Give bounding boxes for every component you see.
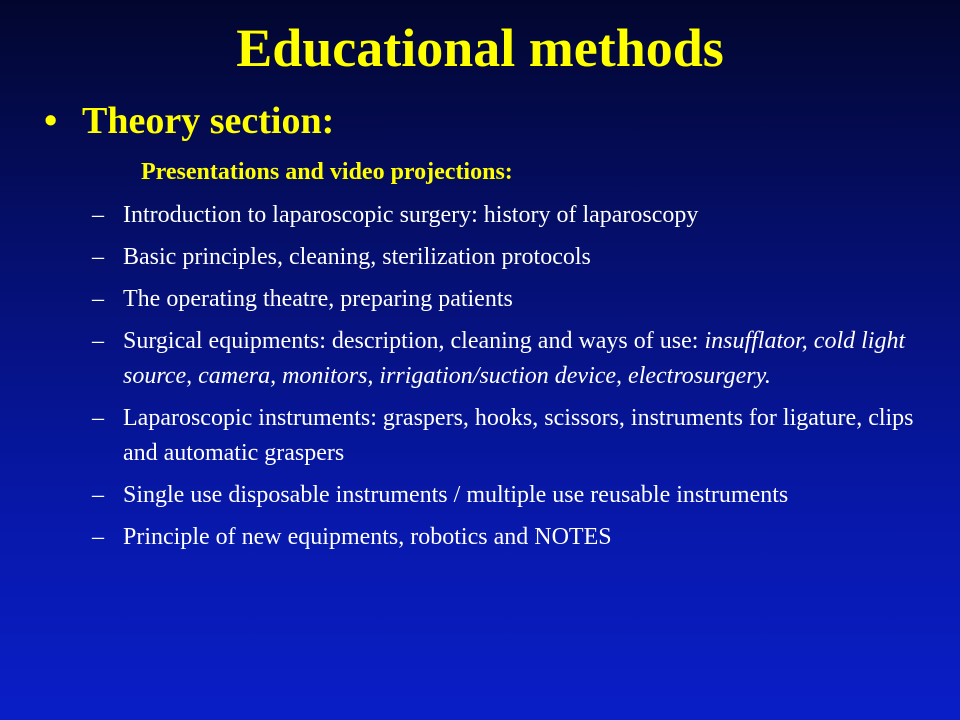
dash-icon: –: [92, 328, 104, 354]
topic-list: [92, 198, 922, 562]
list-item: [92, 198, 922, 233]
subheading: Presentations and video projections:: [141, 159, 513, 185]
list-item-text: Laparoscopic instruments: graspers, hooks, scissors, instruments for ligature, clips and automatic graspers: [123, 405, 914, 466]
dash-icon: –: [92, 286, 104, 312]
list-item: [92, 324, 922, 394]
list-item-text: Single use disposable instruments / multiple use reusable instruments: [123, 482, 789, 508]
list-item-text: Introduction to laparoscopic surgery: history of laparoscopy: [123, 202, 699, 228]
list-item: [92, 520, 922, 555]
list-item: [92, 401, 922, 471]
section-heading-row: [44, 98, 334, 144]
list-item: [92, 240, 922, 275]
list-item-text: Basic principles, cleaning, sterilization protocols: [123, 244, 591, 270]
slide-title: Educational methods: [236, 18, 724, 78]
list-item: [92, 478, 922, 513]
dash-icon: –: [92, 482, 104, 508]
dash-icon: –: [92, 244, 104, 270]
dash-icon: –: [92, 405, 104, 431]
list-item-text: Surgical equipments: description, cleaning and ways of use:: [123, 328, 699, 354]
list-item: [92, 282, 922, 317]
dash-icon: –: [92, 524, 104, 550]
bullet-icon: •: [44, 100, 58, 142]
list-item-text: The operating theatre, preparing patients: [123, 286, 513, 312]
section-heading: Theory section:: [82, 100, 335, 142]
list-item-italic-text: insufflator, cold light source, camera, monitors, irrigation/suction device, electrosurgery.: [123, 328, 906, 389]
dash-icon: –: [92, 202, 104, 228]
list-item-text: Principle of new equipments, robotics and NOTES: [123, 524, 612, 550]
